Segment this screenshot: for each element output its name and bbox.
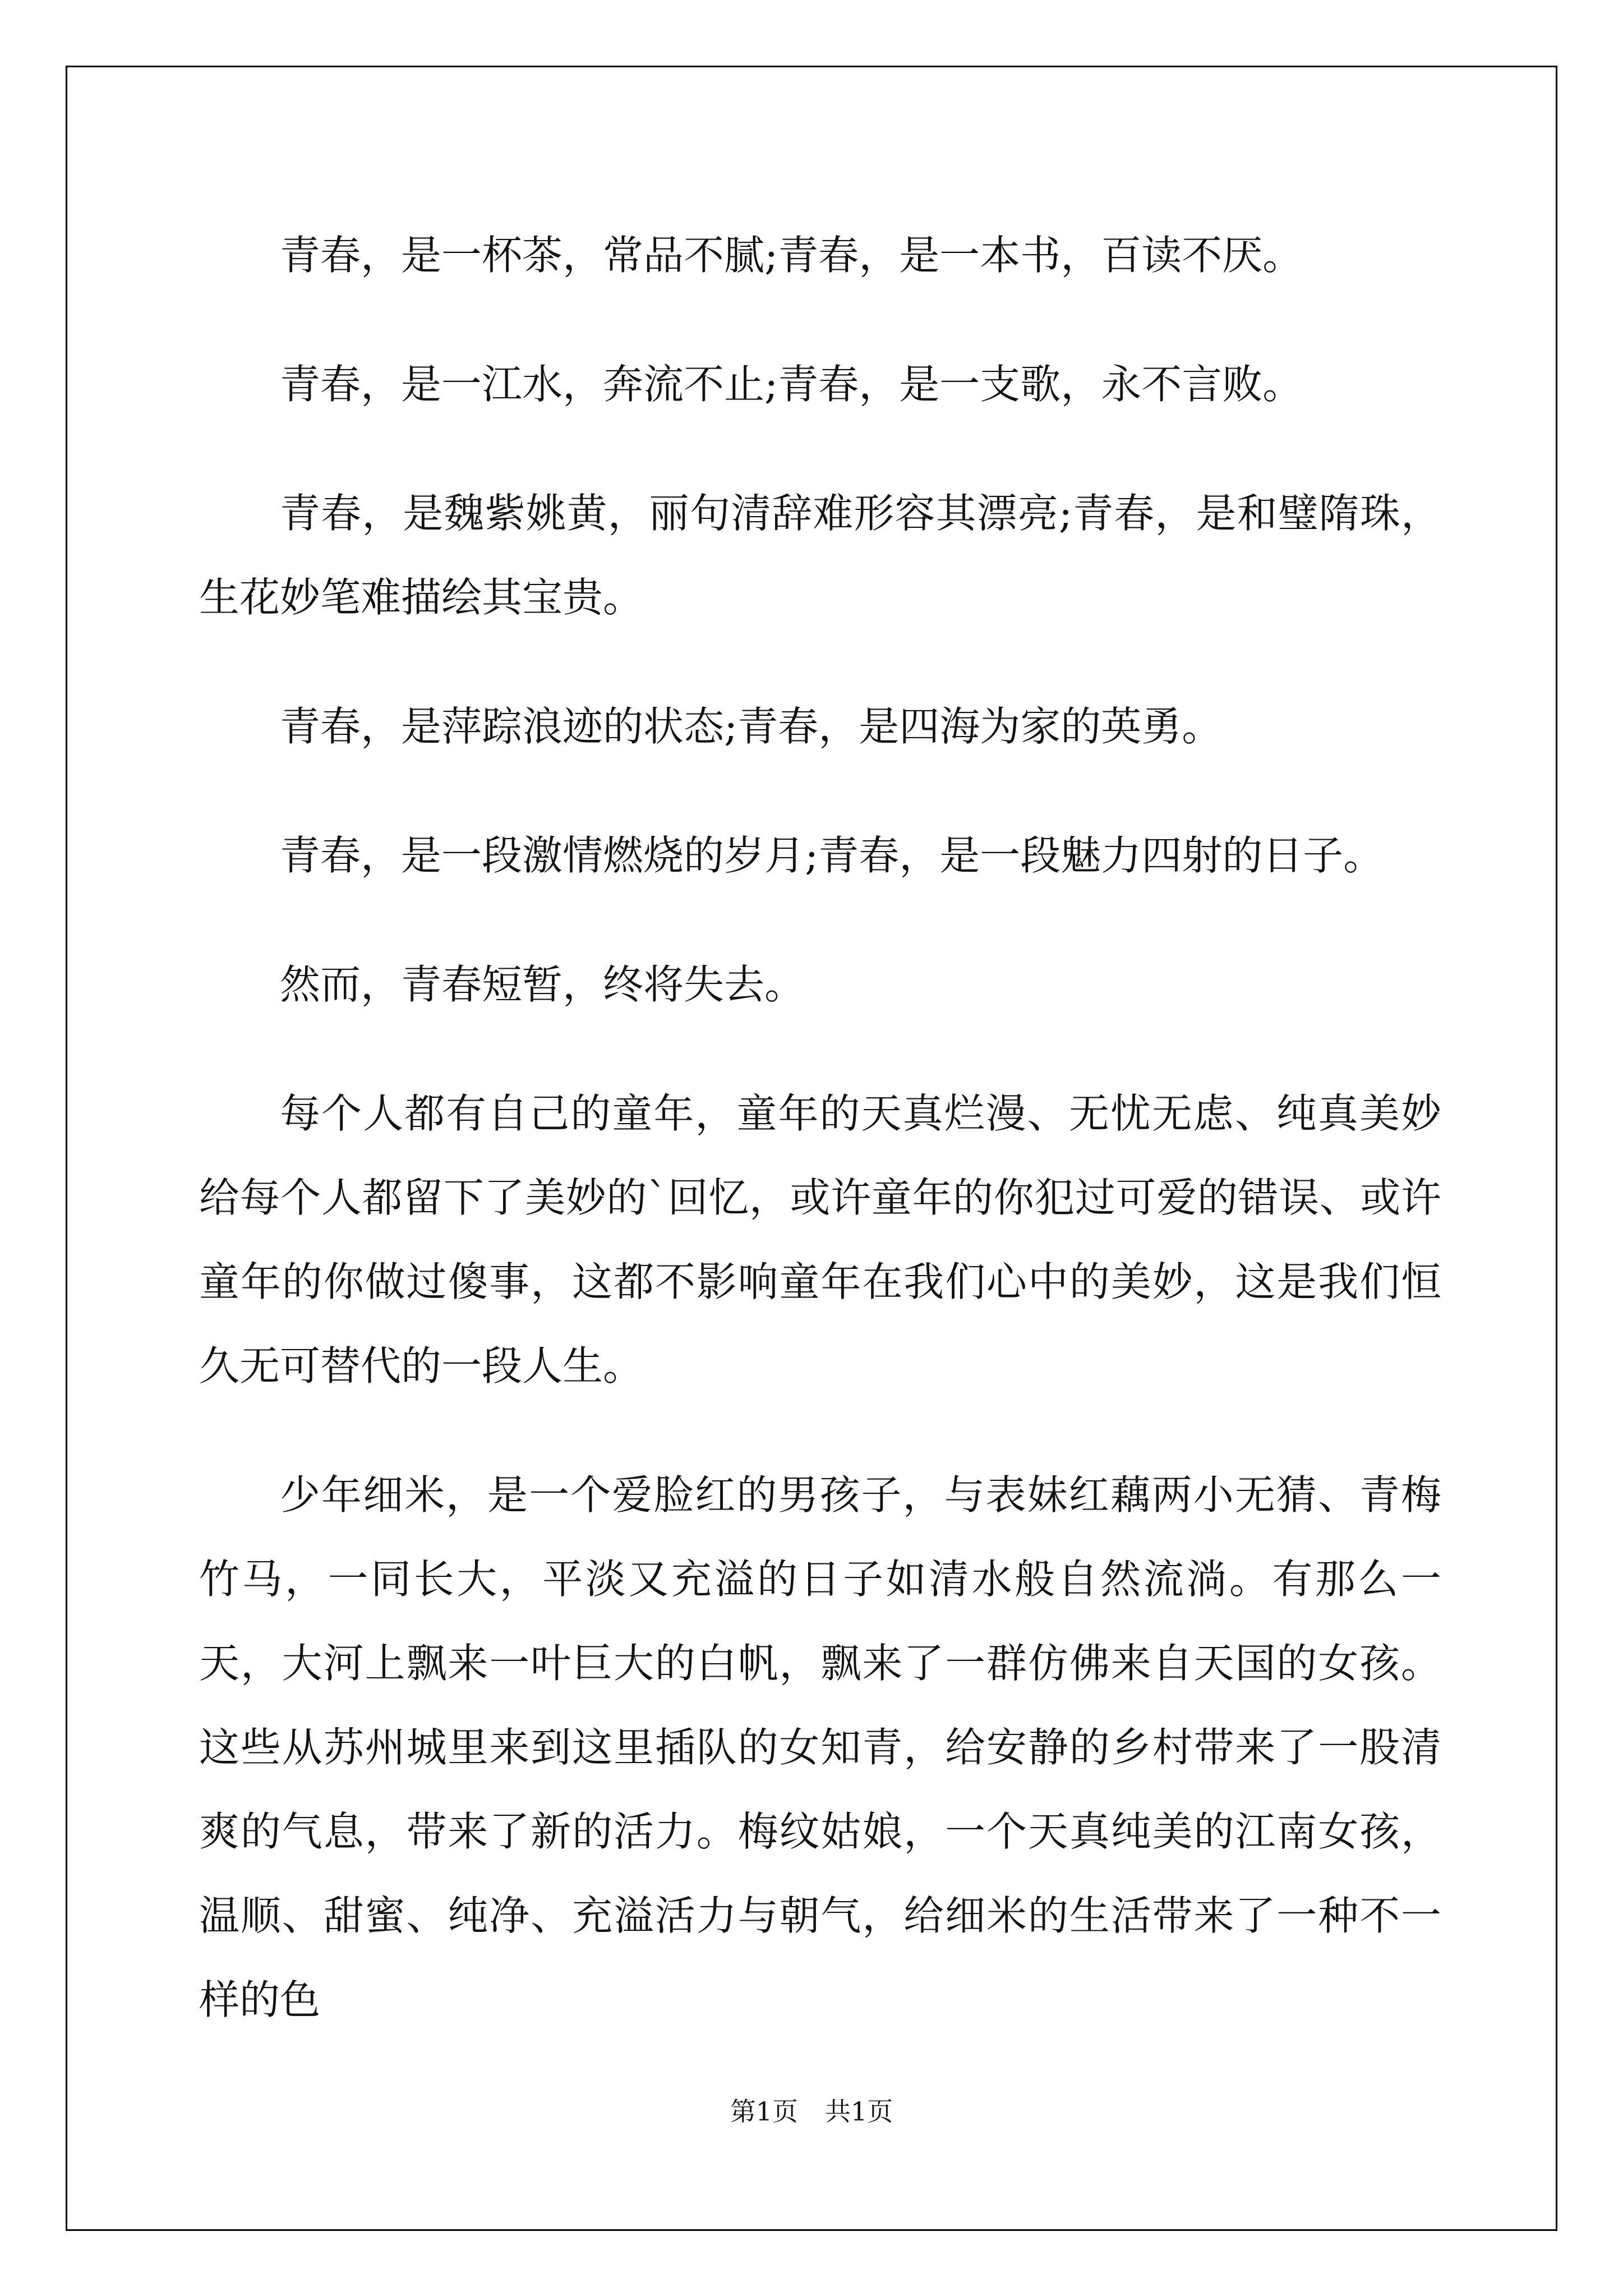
paragraph: 青春，是一段激情燃烧的岁月;青春，是一段魅力四射的日子。	[280, 832, 1384, 879]
page-total: 共1页	[825, 2096, 893, 2127]
paragraph: 然而，青春短暂，终将失去。	[280, 961, 805, 1008]
page-footer	[0, 2091, 1623, 2128]
paragraph: 每个人都有自己的童年，童年的天真烂漫、无忧无虑、纯真美妙给每个人都留下了美妙的`回忆，或许童年的你犯过可爱的错误、或许童年的你做过傻事，这都不影响童年在我们心中的美妙，这是我们恒久无可替代的一段人生。	[199, 1090, 1441, 1389]
document-body	[199, 213, 1441, 2087]
paragraph: 青春，是一江水，奔流不止;青春，是一支歌，永不言败。	[280, 361, 1303, 408]
page-number: 第1页	[730, 2096, 798, 2127]
paragraph: 青春，是一杯茶，常品不腻;青春，是一本书，百读不厌。	[280, 232, 1303, 279]
paragraph: 青春，是萍踪浪迹的状态;青春，是四海为家的英勇。	[280, 703, 1223, 750]
paragraph: 少年细米，是一个爱脸红的男孩子，与表妹红藕两小无猜、青梅竹马，一同长大，平淡又充溢的日子如清水般自然流淌。有那么一天，大河上飘来一叶巨大的白帆，飘来了一群仿佛来自天国的女孩。这些从苏州城里来到这里插队的女知青，给安静的乡村带来了一股清爽的气息，带来了新的活力。梅纹姑娘，一个天真纯美的江南女孩，温顺、甜蜜、纯净、充溢活力与朝气，给细米的生活带来了一种不一样的色	[199, 1471, 1441, 2023]
paragraph: 青春，是魏紫姚黄，丽句清辞难形容其漂亮;青春，是和璧隋珠，生花妙笔难描绘其宝贵。	[199, 490, 1441, 621]
